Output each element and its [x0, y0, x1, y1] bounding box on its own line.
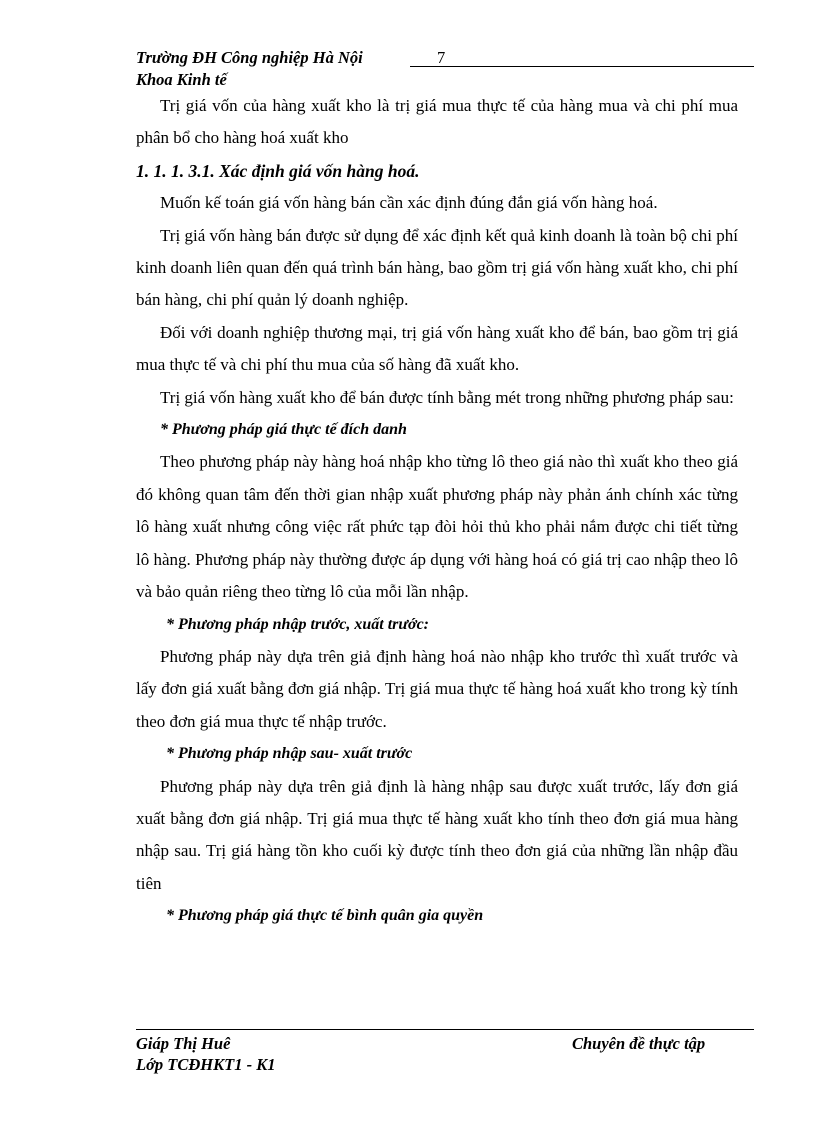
- section-heading: 1. 1. 1. 3.1. Xác định giá vốn hàng hoá.: [136, 160, 420, 181]
- paragraph-specific-identification: Theo phương pháp này hàng hoá nhập kho từng lô theo giá nào thì xuất kho theo giá đó không quan tâm đến thời gian nhập xuất phương pháp này phản ánh chính xác từng lô hàng xuất nhưng công việc rất phức tạp đòi hỏi thủ kho phải nắm được chi tiết từng lô hàng. Phương pháp này thường được áp dụng với hàng hoá có giá trị cao nhập theo lô và bảo quản riêng theo từng lô của mỗi lần nhập.: [136, 452, 738, 602]
- method-heading-weighted-average: * Phương pháp giá thực tế bình quân gia quyền: [166, 907, 484, 925]
- paragraph-lifo: Phương pháp này dựa trên giả định là hàng nhập sau được xuất trước, lấy đơn giá xuất bằng đơn giá nhập. Trị giá mua thực tế hàng xuất kho tính theo đơn giá mua hàng nhập sau. Trị giá hàng tồn kho cuối kỳ được tính theo đơn giá của những lần nhập đầu tiên: [136, 776, 738, 893]
- paragraph-methods-intro: Trị giá vốn hàng xuất kho để bán được tính bằng mét trong những phương pháp sau:: [160, 387, 734, 407]
- department-name: Khoa Kinh tế: [136, 70, 227, 89]
- page-number: 7: [437, 48, 446, 67]
- class-name: Lớp TCĐHKT1 - K1: [136, 1055, 276, 1074]
- paragraph-cost-usage: Trị giá vốn hàng bán được sử dụng để xác định kết quả kinh doanh là toàn bộ chi phí kinh doanh liên quan đến quá trình bán hàng, bao gồm trị giá vốn hàng xuất kho, chi phí bán hàng, chi phí quản lý doanh nghiệp.: [136, 225, 738, 310]
- paragraph-intro: Muốn kế toán giá vốn hàng bán cần xác định đúng đắn giá vốn hàng hoá.: [160, 193, 658, 213]
- page-body: [136, 90, 738, 933]
- paragraph-trade-enterprise: Đối với doanh nghiệp thương mại, trị giá vốn hàng xuất kho để bán, bao gồm trị giá mua thực tế và chi phí thu mua của số hàng đã xuất kho.: [136, 322, 738, 375]
- school-name: Trường ĐH Công nghiệp Hà Nội: [136, 48, 363, 67]
- header-rule: [410, 66, 754, 67]
- method-heading-fifo: * Phương pháp nhập trước, xuất trước:: [166, 615, 429, 633]
- document-topic: Chuyên đề thực tập: [572, 1034, 706, 1053]
- paragraph-cost-definition: Trị giá vốn của hàng xuất kho là trị giá mua thực tế của hàng mua và chi phí mua phân bổ cho hàng hoá xuất kho: [136, 96, 738, 148]
- method-heading-lifo: * Phương pháp nhập sau- xuất trước: [166, 745, 413, 763]
- author-name: Giáp Thị Huê: [136, 1034, 231, 1053]
- paragraph-fifo: Phương pháp này dựa trên giả định hàng hoá nào nhập kho trước thì xuất trước và lấy đơn giá xuất bằng đơn giá nhập. Trị giá mua thực tế hàng hoá xuất kho trong kỳ tính theo đơn giá mua thực tế nhập trước.: [136, 646, 738, 731]
- footer-rule: [136, 1029, 754, 1030]
- method-heading-specific-identification: * Phương pháp giá thực tế đích danh: [160, 421, 407, 439]
